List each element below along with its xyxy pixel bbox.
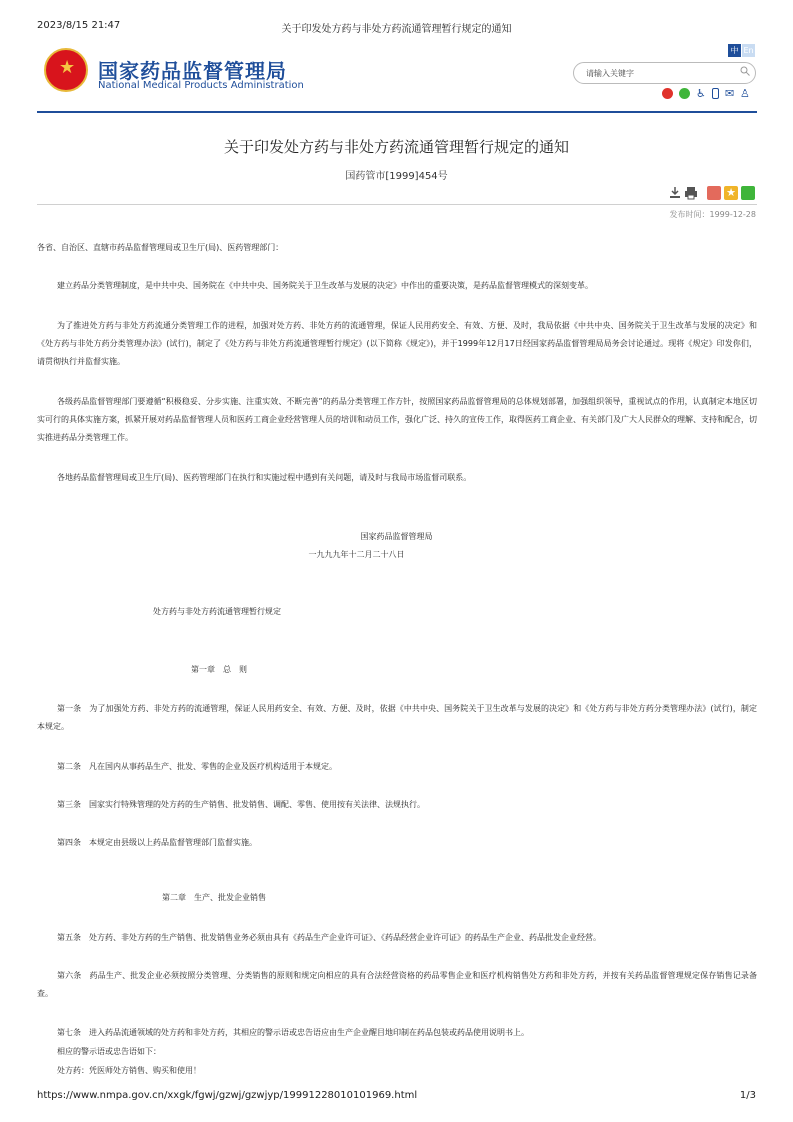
chapter-heading: 第一章 总 则 xyxy=(191,665,247,674)
article-clause: 第二条 凡在国内从事药品生产、批发、零售的企业及医疗机构适用于本规定。 xyxy=(57,762,337,771)
chapter-heading: 第二章 生产、批发企业销售 xyxy=(162,893,266,902)
signature-date: 一九九九年十二月二十八日 xyxy=(308,550,405,559)
paragraph: 为了推进处方药与非处方药流通分类管理工作的进程，加强对处方药、非处方药的流通管理，保证人民用药安全、有效、方便、及时，我局依据《中共中央、国务院关于卫生改革与发展的决定》和《处方药与非处方药分类管理办法》(试行)，制定了《处方药与非处方药流通管理暂行规定》(以下简称《规定》)，并于1999年12月17日经国家药品监督管理局局务会讨论通过。现将《规定》印发你们，请贯彻执行并监督实施。 xyxy=(37,321,757,366)
paragraph: 各级药品监督管理部门要遵循“积极稳妥、分步实施、注重实效、不断完善”的药品分类管理工作方针，按照国家药品监督管理局的总体规划部署，加强组织领导，重视试点的作用，认真制定本地区切实可行的具体实施方案，抓紧开展对药品监督管理人员和医药工商企业经营管理人员的培训和动员工作，强化广泛、持久的宣传工作，取得医药工商企业、有关部门及广大人民群众的理解、支持和配合，切实推进药品分类管理工作。 xyxy=(37,397,757,442)
lang-en-button[interactable]: En xyxy=(743,46,754,55)
site-name-en[interactable]: National Medical Products Administration xyxy=(98,80,304,91)
salutation: 各省、自治区、直辖市药品监督管理局或卫生厅(局)、医药管理部门： xyxy=(37,243,284,252)
search-icon[interactable] xyxy=(740,66,750,76)
article-clause: 第五条 处方药、非处方药的生产销售、批发销售业务必须由具有《药品生产企业许可证》、《药品经营企业许可证》的药品生产企业、药品批发企业经营。 xyxy=(57,933,601,942)
print-title: 关于印发处方药与非处方药流通管理暂行规定的通知 xyxy=(281,24,512,35)
share-favorite-icon[interactable]: ★ xyxy=(724,186,738,200)
weibo-icon[interactable] xyxy=(662,88,673,99)
print-datetime: 2023/8/15 21:47 xyxy=(37,20,121,31)
publish-date: 发布时间：1999-12-28 xyxy=(669,210,756,219)
wechat-icon[interactable] xyxy=(679,88,690,99)
page-number: 1/3 xyxy=(739,1090,756,1101)
download-icon[interactable] xyxy=(668,186,682,200)
article-clause: 第七条 进入药品流通领域的处方药和非处方药，其相应的警示语或忠告语应由生产企业醒目地印制在药品包装或药品使用说明书上。 xyxy=(57,1028,529,1037)
doc-number: 国药管市[1999]454号 xyxy=(345,171,448,182)
article-clause: 处方药：凭医师处方销售、购买和使用！ xyxy=(57,1066,201,1075)
paragraph: 建立药品分类管理制度，是中共中央、国务院在《中共中央、国务院关于卫生改革与发展的决定》中作出的重要决策，是药品监督管理模式的深刻变革。 xyxy=(57,281,593,290)
mail-icon[interactable]: ✉ xyxy=(725,87,735,100)
share-weibo-icon[interactable] xyxy=(707,186,721,200)
regulation-title: 处方药与非处方药流通管理暂行规定 xyxy=(153,607,281,616)
national-emblem-icon[interactable] xyxy=(44,48,88,92)
header-divider xyxy=(37,111,757,113)
article-clause: 第六条 药品生产、批发企业必须按照分类管理、分类销售的原则和规定向相应的具有合法经营资格的药品零售企业和医疗机构销售处方药和非处方药，并按有关药品监督管理规定保存销售记录备查。 xyxy=(37,971,757,998)
user-icon[interactable]: ♙ xyxy=(740,87,750,100)
article-clause: 第三条 国家实行特殊管理的处方药的生产销售、批发销售、调配、零售、使用按有关法律、法规执行。 xyxy=(57,800,425,809)
site-name-cn[interactable]: 国家药品监督管理局 xyxy=(98,59,287,83)
print-icon[interactable] xyxy=(684,186,698,200)
accessibility-icon[interactable]: ♿ xyxy=(696,87,706,100)
article-clause: 第一条 为了加强处方药、非处方药的流通管理，保证人民用药安全、有效、方便、及时，依据《中共中央、国务院关于卫生改革与发展的决定》和《处方药与非处方药分类管理办法》(试行)，制定本规定。 xyxy=(37,704,757,731)
article-clause: 相应的警示语或忠告语如下： xyxy=(57,1047,161,1056)
lang-cn-button[interactable]: 中 xyxy=(728,44,741,57)
meta-divider xyxy=(37,204,757,205)
article-title: 关于印发处方药与非处方药流通管理暂行规定的通知 xyxy=(223,138,569,156)
mobile-icon[interactable] xyxy=(712,88,719,99)
article-clause: 第四条 本规定由县级以上药品监督管理部门监督实施。 xyxy=(57,838,257,847)
search-placeholder: 请输入关键字 xyxy=(586,69,634,78)
signature-org: 国家药品监督管理局 xyxy=(360,532,433,541)
share-wechat-icon[interactable] xyxy=(741,186,755,200)
paragraph: 各地药品监督管理局或卫生厅(局)、医药管理部门在执行和实施过程中遇到有关问题，请及时与我局市场监督司联系。 xyxy=(57,473,472,482)
page-url: https://www.nmpa.gov.cn/xxgk/fgwj/gzwj/gzwjyp/19991228010101969.html xyxy=(37,1090,418,1101)
